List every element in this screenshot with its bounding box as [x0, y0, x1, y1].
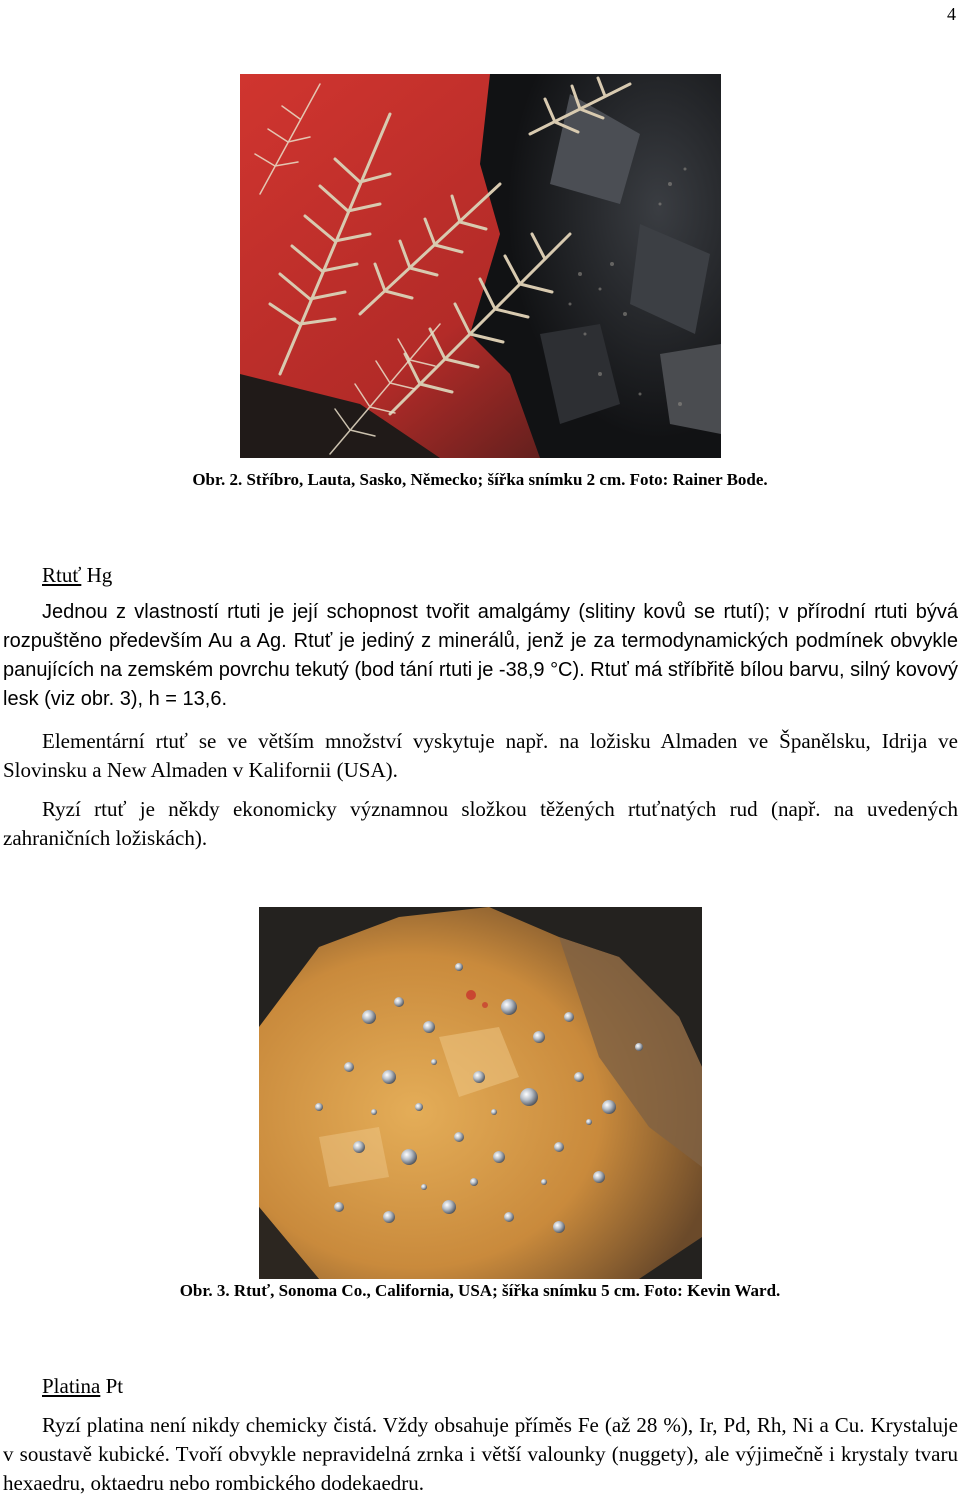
figure-2-caption: Obr. 2. Stříbro, Lauta, Sasko, Německo; šířka snímku 2 cm. Foto: Rainer Bode.	[192, 470, 768, 489]
mercury-photo	[259, 907, 702, 1279]
figure-3-caption: Obr. 3. Rtuť, Sonoma Co., California, USA; šířka snímku 5 cm. Foto: Kevin Ward.	[179, 1281, 781, 1300]
mercury-paragraph-3: Ryzí rtuť je někdy ekonomicky významnou složkou těžených rtuťnatých rud (např. na uvedených zahraničních ložiskách).	[3, 797, 958, 850]
platinum-paragraph-1: Ryzí platina není nikdy chemicky čistá. Vždy obsahuje příměs Fe (až 28 %), Ir, Pd, Rh, Ni a Cu. Krystaluje v soustavě kubické. Tvoří obvykle nepravidelná zrnka i větší valounky (nuggety), ale výjimečně i krystaly tvaru hexaedru, oktaedru nebo rombického dodekaedru.	[3, 1413, 958, 1495]
platinum-heading-name: Platina	[42, 1374, 101, 1398]
silver-photo	[240, 74, 721, 458]
mercury-heading-symbol: Hg	[86, 563, 113, 587]
mercury-heading	[42, 563, 112, 587]
mercury-heading-name: Rtuť	[42, 563, 82, 587]
mercury-paragraph-2: Elementární rtuť se ve větším množství vyskytuje např. na ložisku Almaden ve Španělsku, Idrija ve Slovinsku a New Almaden v Kalifornii (USA).	[3, 729, 958, 782]
mercury-paragraph-1: Jednou z vlastností rtuti je její schopnost tvořit amalgámy (slitiny kovů se rtutí); v přírodní rtuti bývá rozpuštěno především Au a Ag. Rtuť je jediný z minerálů, jenž je za termodynamických podmínek obvykle panujících na zemském povrchu tekutý (bod tání rtuti je -38,9 °C). Rtuť má stříbřitě bílou barvu, silný kovový lesk (viz obr. 3), h = 13,6.	[3, 601, 958, 710]
page-number: 4	[947, 4, 956, 24]
platinum-heading	[42, 1374, 123, 1398]
platinum-heading-symbol: Pt	[105, 1374, 124, 1398]
